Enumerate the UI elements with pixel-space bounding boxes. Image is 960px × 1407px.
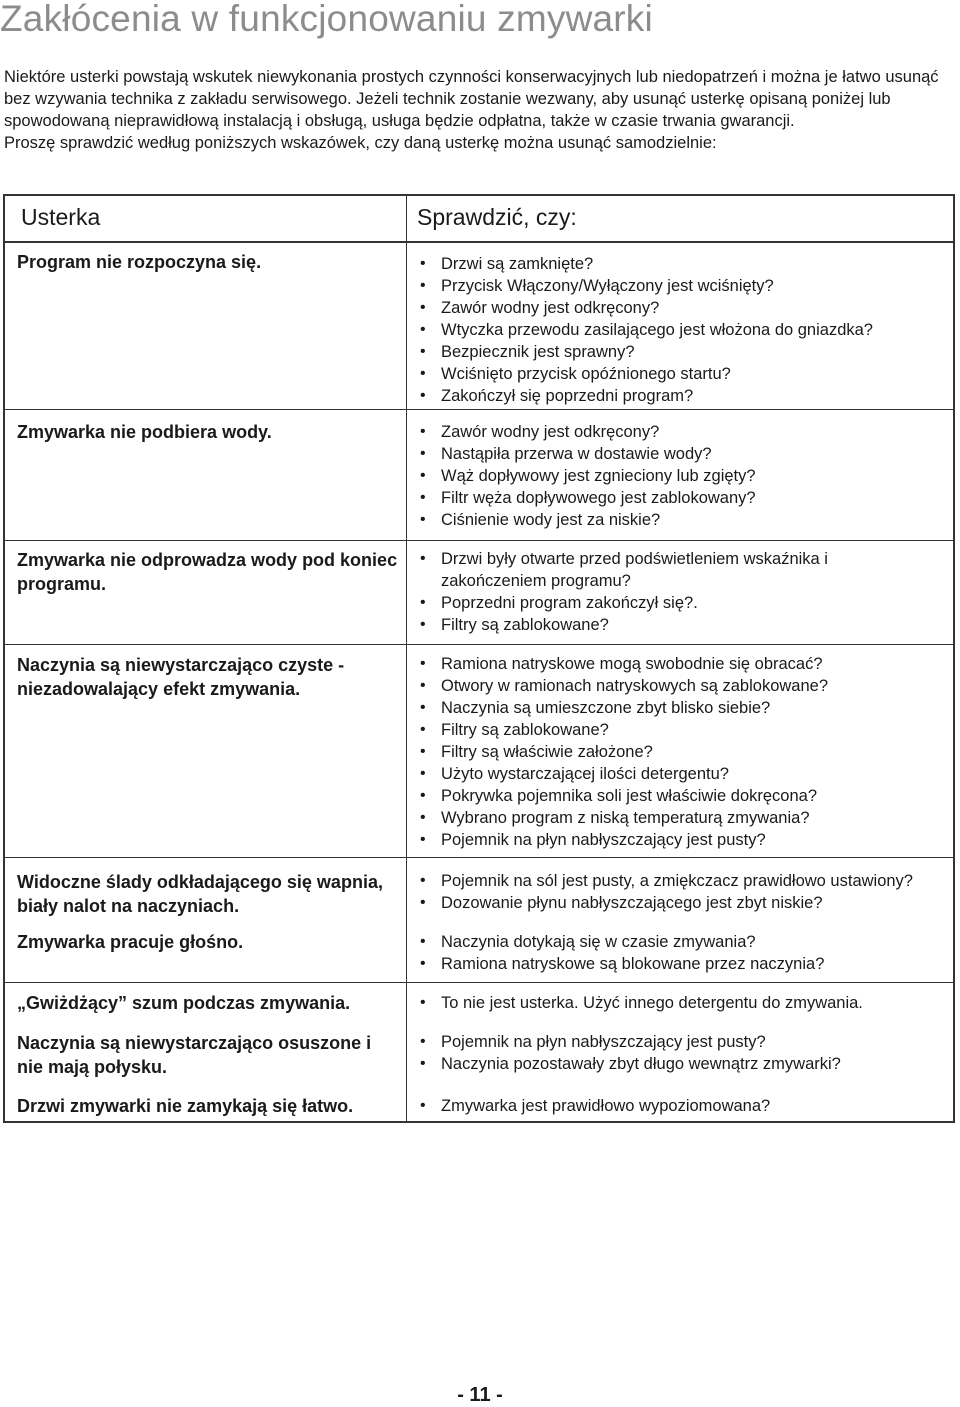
check-item: • Przycisk Włączony/Wyłączony jest wciśnięty? <box>415 275 955 297</box>
check-item: • Naczynia dotykają się w czasie zmywania? <box>415 931 955 953</box>
check-item: • Pojemnik na płyn nabłyszczający jest pusty? <box>415 829 955 851</box>
check-item: • Naczynia pozostawały zbyt długo wewnątrz zmywarki? <box>415 1053 955 1075</box>
check-item: • Bezpiecznik jest sprawny? <box>415 341 955 363</box>
check-item: • Pokrywka pojemnika soli jest właściwie dokręcona? <box>415 785 955 807</box>
check-item: • Wąż dopływowy jest zgnieciony lub zgięty? <box>415 465 955 487</box>
check-item: • Drzwi były otwarte przed podświetleniem wskaźnika i zakończeniem programu? <box>415 548 881 592</box>
page-number: - 11 - <box>457 1384 503 1406</box>
check-item: • Wtyczka przewodu zasilającego jest włożona do gniazdka? <box>415 319 955 341</box>
check-item: • Otwory w ramionach natryskowych są zablokowane? <box>415 675 955 697</box>
check-item: • Filtr węża dopływowego jest zablokowany? <box>415 487 955 509</box>
check-item: • Ramiona natryskowe są blokowane przez naczynia? <box>415 953 955 975</box>
intro-paragraph: Niektóre usterki powstają wskutek niewykonania prostych czynności konserwacyjnych lub niedopatrzeń i można je łatwo usunąć bez wzywania technika z zakładu serwisowego. Jeżeli technik zostanie wezwany, aby usunąć usterkę opisaną poniżej lub spowodowaną nieprawidłową instalacją i obsługą, usługa będzie odpłatna, także w czasie trwania gwarancji. <box>4 68 939 130</box>
row-divider <box>5 409 953 410</box>
problem-cell: „Gwiżdżący” szum podczas zmywania. <box>17 993 351 1013</box>
check-list <box>415 548 955 636</box>
problem-cell: Drzwi zmywarki nie zamykają się łatwo. <box>17 1096 354 1116</box>
check-item: • Zmywarka jest prawidłowo wypoziomowana? <box>415 1095 955 1117</box>
check-item: • Nastąpiła przerwa w dostawie wody? <box>415 443 955 465</box>
troubleshooting-table <box>3 194 955 1123</box>
check-item: • Drzwi są zamknięte? <box>415 253 955 275</box>
intro-text <box>4 66 954 154</box>
check-item: • Ramiona natryskowe mogą swobodnie się obracać? <box>415 653 955 675</box>
problem-cell: Widoczne ślady odkładającego się wapnia, biały nalot na naczyniach. <box>17 872 383 916</box>
problem-cell: Naczynia są niewystarczająco osuszone i nie mają połysku. <box>17 1033 372 1077</box>
check-list <box>415 1031 955 1075</box>
problem-cell: Zmywarka nie podbiera wody. <box>17 422 272 442</box>
check-item: • Zawór wodny jest odkręcony? <box>415 297 955 319</box>
check-item: • Wciśnięto przycisk opóźnionego startu? <box>415 363 955 385</box>
check-item: • Poprzedni program zakończył się?. <box>415 592 955 614</box>
check-item: • Ciśnienie wody jest za niskie? <box>415 509 955 531</box>
check-list <box>415 653 955 851</box>
check-item: • Filtry są zablokowane? <box>415 719 955 741</box>
check-item: • Zawór wodny jest odkręcony? <box>415 421 955 443</box>
check-item: • To nie jest usterka. Użyć innego detergentu do zmywania. <box>415 992 955 1014</box>
header-problem: Usterka <box>21 204 101 230</box>
problem-cell: Zmywarka nie odprowadza wody pod koniec programu. <box>17 550 398 594</box>
header-divider <box>5 241 953 243</box>
check-item: • Filtry są właściwie założone? <box>415 741 955 763</box>
problem-cell: Naczynia są niewystarczająco czyste - niezadowalający efekt zmywania. <box>17 655 345 699</box>
check-list <box>415 931 955 975</box>
check-list <box>415 1095 955 1117</box>
check-item: • Filtry są zablokowane? <box>415 614 955 636</box>
check-item: • Wybrano program z niską temperaturą zmywania? <box>415 807 955 829</box>
page-title: Zakłócenia w funkcjonowaniu zmywarki <box>0 0 653 39</box>
header-check: Sprawdzić, czy: <box>417 204 577 230</box>
check-list <box>415 421 955 531</box>
check-list <box>415 253 955 407</box>
row-divider <box>5 982 953 983</box>
intro-instruction: Proszę sprawdzić według poniższych wskazówek, czy daną usterkę można usunąć samodzielnie: <box>4 134 717 152</box>
row-divider <box>5 644 953 645</box>
row-divider <box>5 857 953 858</box>
check-list <box>415 870 955 914</box>
check-item: • Dozowanie płynu nabłyszczającego jest zbyt niskie? <box>415 892 955 914</box>
check-item: • Naczynia są umieszczone zbyt blisko siebie? <box>415 697 955 719</box>
check-item: • Zakończył się poprzedni program? <box>415 385 955 407</box>
row-divider <box>5 540 953 541</box>
check-list <box>415 992 955 1014</box>
problem-cell: Zmywarka pracuje głośno. <box>17 932 244 952</box>
check-item: • Pojemnik na płyn nabłyszczający jest pusty? <box>415 1031 955 1053</box>
check-item: • Użyto wystarczającej ilości detergentu? <box>415 763 955 785</box>
problem-cell: Program nie rozpoczyna się. <box>17 252 262 272</box>
check-item: • Pojemnik na sól jest pusty, a zmiękczacz prawidłowo ustawiony? <box>415 870 955 892</box>
